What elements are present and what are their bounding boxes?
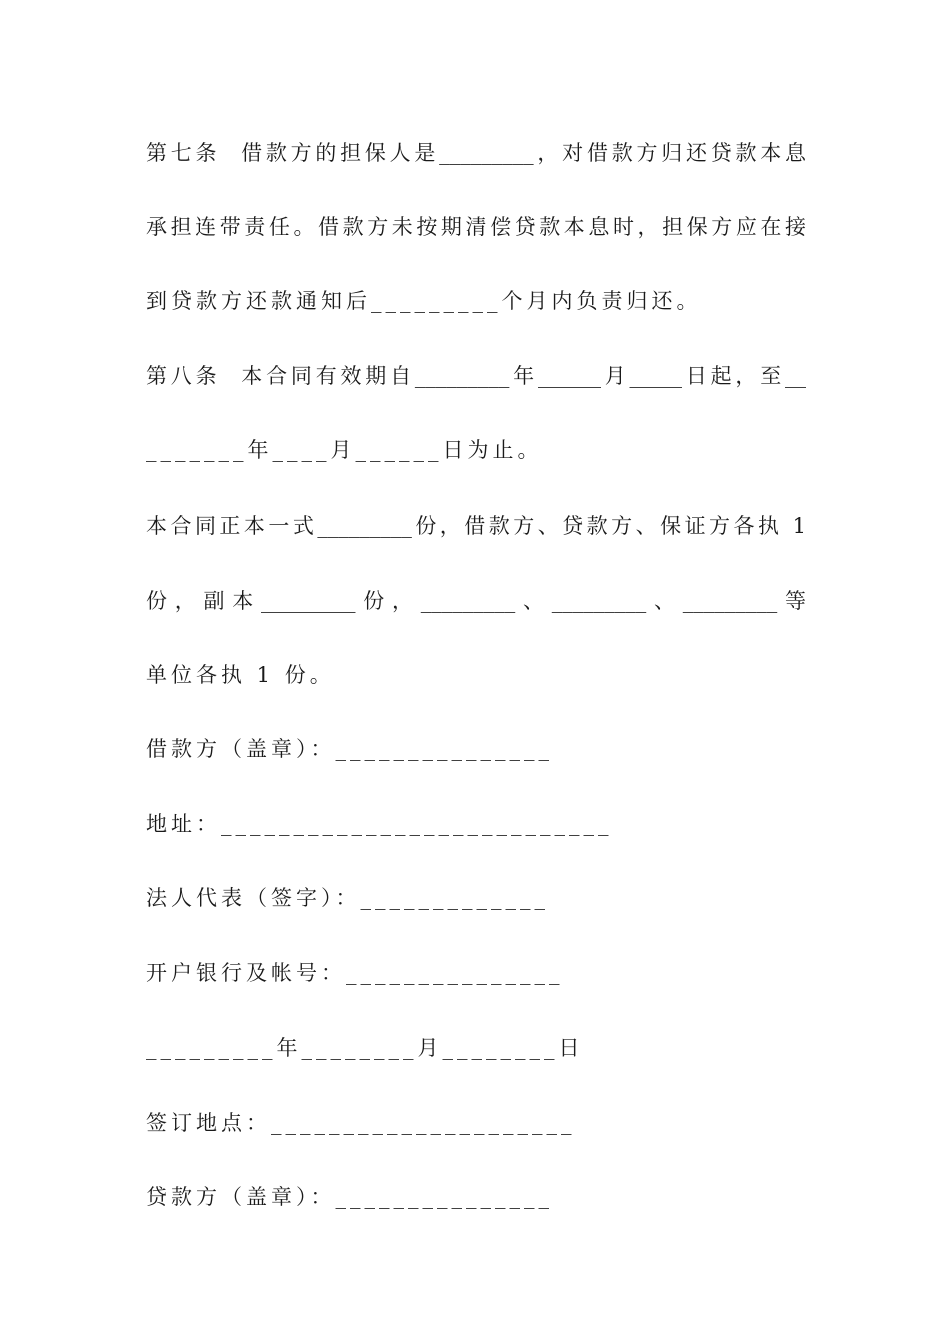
- article-7-line-2: 承担连带责任。借款方未按期清偿贷款本息时，担保方应在接: [146, 215, 806, 239]
- article-8-line-1: 第八条 本合同有效期自_________年______月_____日起，至__: [146, 364, 806, 388]
- signing-place-line: 签订地点：_____________________: [146, 1111, 576, 1135]
- article-7-line-3: 到贷款方还款通知后_________个月内负责归还。: [146, 289, 702, 313]
- copies-line-1: 本合同正本一式_________份，借款方、贷款方、保证方各执 1: [146, 514, 806, 538]
- copies-line-2: 份，副本_________份，_________、_________、_________等: [146, 589, 806, 613]
- legal-rep-signature-line: 法人代表（签字）：_____________: [146, 886, 549, 910]
- article-8-line-2: _______年____月______日为止。: [146, 438, 543, 462]
- article-7-line-1: 第七条 借款方的担保人是_________，对借款方归还贷款本息: [146, 141, 806, 165]
- lender-seal-line: 贷款方（盖章）：_______________: [146, 1185, 553, 1209]
- copies-line-3: 单位各执 1 份。: [146, 663, 335, 687]
- borrower-seal-line: 借款方（盖章）：_______________: [146, 737, 553, 761]
- date-line: _________年________月________日: [146, 1036, 584, 1060]
- address-line: 地址：___________________________: [146, 812, 613, 836]
- bank-account-line: 开户银行及帐号：_______________: [146, 961, 564, 985]
